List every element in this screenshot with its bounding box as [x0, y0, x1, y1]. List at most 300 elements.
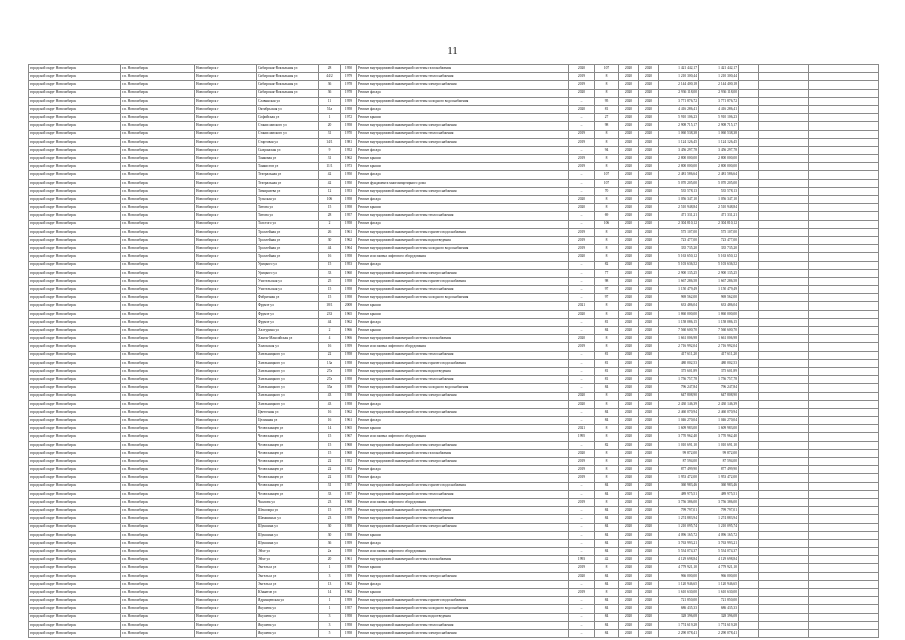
cell-empty	[759, 310, 809, 318]
cell-plan-start-year: 2020	[619, 359, 639, 367]
cell-empty	[759, 613, 809, 621]
cell-empty	[739, 122, 759, 130]
cell-build-year: 1958	[341, 400, 357, 408]
table-row	[29, 580, 879, 588]
cell-build-year: 1952	[341, 146, 357, 154]
cell-empty	[739, 441, 759, 449]
cell-municipality: городской округ Новосибирск	[29, 392, 121, 400]
cell-wear-percent: 8	[595, 392, 619, 400]
cell-street: Тимирязева ул	[257, 187, 319, 195]
cell-empty	[739, 466, 759, 474]
cell-wear-percent: 106	[595, 220, 619, 228]
cell-cost-fund: 1 274 883,94	[699, 515, 739, 523]
cell-settlement: г.п. Новосибирск	[121, 228, 195, 236]
cell-cost-fund: 2 800 000,00	[699, 163, 739, 171]
cell-municipality: городской округ Новосибирск	[29, 589, 121, 597]
cell-municipality: городской округ Новосибирск	[29, 204, 121, 212]
cell-work-type: Ремонт фасада	[357, 474, 569, 482]
cell-last-repair-year: 2019	[569, 343, 595, 351]
cell-municipality: городской округ Новосибирск	[29, 474, 121, 482]
cell-cost-fund: 2 936 118,00	[699, 89, 739, 97]
cell-cost-fund: 1 421 442,17	[699, 65, 739, 73]
table-row	[29, 376, 879, 384]
cell-cost-fund: 969 562,00	[699, 294, 739, 302]
cell-plan-start-year: 2020	[619, 548, 639, 556]
cell-last-repair-year: –	[569, 171, 595, 179]
cell-plan-end-year: 2020	[639, 449, 659, 457]
cell-settlement: г.п. Новосибирск	[121, 163, 195, 171]
cell-street: Халтурина ул	[257, 327, 319, 335]
cell-cost-total: 1 610 630,00	[659, 589, 699, 597]
cell-wear-percent: 8	[595, 458, 619, 466]
cell-cost-total: 4 416 286,41	[659, 105, 699, 113]
cell-locality: Новосибирск г	[195, 580, 257, 588]
cell-wear-percent: 8	[595, 425, 619, 433]
cell-empty	[809, 196, 879, 204]
cell-cost-fund: 686 435,33	[699, 605, 739, 613]
cell-build-year: 1958	[341, 105, 357, 113]
table-row	[29, 515, 879, 523]
cell-cost-total: 969 562,00	[659, 294, 699, 302]
cell-locality: Новосибирск г	[195, 105, 257, 113]
cell-last-repair-year: 2021	[569, 302, 595, 310]
cell-street: Танкистов ул	[257, 163, 319, 171]
cell-empty	[809, 433, 879, 441]
cell-build-year: 1957	[341, 605, 357, 613]
cell-wear-percent: 84	[595, 507, 619, 515]
cell-locality: Новосибирск г	[195, 310, 257, 318]
cell-plan-end-year: 2020	[639, 523, 659, 531]
cell-house-number: 22	[319, 351, 341, 359]
cell-work-type: Ремонт внутридомовой инженерной системы теплоснабжения	[357, 73, 569, 81]
cell-street: Энгельса ул	[257, 572, 319, 580]
cell-cost-total: 1 124 126,45	[659, 138, 699, 146]
cell-work-type: Ремонт внутридомовой инженерной системы горячего водоснабжения	[357, 228, 569, 236]
table-row	[29, 245, 879, 253]
cell-street: Сибирская-Вокзальная ул	[257, 89, 319, 97]
cell-cost-total: 2 430 146,39	[659, 400, 699, 408]
cell-locality: Новосибирск г	[195, 629, 257, 637]
cell-work-type: Ремонт внутридомовой инженерной системы теплоснабжения	[357, 212, 569, 220]
cell-municipality: городской округ Новосибирск	[29, 138, 121, 146]
cell-municipality: городской округ Новосибирск	[29, 73, 121, 81]
table-row	[29, 310, 879, 318]
cell-locality: Новосибирск г	[195, 498, 257, 506]
cell-build-year: 1981	[341, 138, 357, 146]
table-row	[29, 171, 879, 179]
cell-work-type: Ремонт внутридомовой инженерной системы электроснабжения	[357, 392, 569, 400]
cell-wear-percent: 81	[595, 367, 619, 375]
cell-locality: Новосибирск г	[195, 531, 257, 539]
cell-plan-end-year: 2020	[639, 564, 659, 572]
cell-empty	[809, 417, 879, 425]
cell-last-repair-year: –	[569, 114, 595, 122]
cell-work-type: Ремонт внутридомовой инженерной системы теплоснабжения	[357, 490, 569, 498]
cell-street: Октябрьская ул	[257, 105, 319, 113]
cell-empty	[809, 351, 879, 359]
cell-street: Ханты-Мансийская ул	[257, 335, 319, 343]
cell-house-number: 106	[319, 196, 341, 204]
cell-plan-end-year: 2020	[639, 236, 659, 244]
cell-house-number: 35а	[319, 384, 341, 392]
table-row	[29, 294, 879, 302]
cell-locality: Новосибирск г	[195, 130, 257, 138]
cell-street: Шукшина ул	[257, 539, 319, 547]
cell-cost-total: 4 129 698,84	[659, 556, 699, 564]
cell-wear-percent: 82	[595, 261, 619, 269]
cell-locality: Новосибирск г	[195, 376, 257, 384]
cell-last-repair-year: 2020	[569, 335, 595, 343]
cell-empty	[739, 351, 759, 359]
cell-cost-total: 2 144 400,18	[659, 81, 699, 89]
cell-last-repair-year: 2019	[569, 245, 595, 253]
cell-locality: Новосибирск г	[195, 114, 257, 122]
cell-wear-percent: 8	[595, 498, 619, 506]
cell-house-number: 36	[319, 89, 341, 97]
cell-plan-start-year: 2020	[619, 335, 639, 343]
cell-plan-end-year: 2020	[639, 65, 659, 73]
cell-locality: Новосибирск г	[195, 318, 257, 326]
cell-cost-fund: 4 096 165,72	[699, 531, 739, 539]
cell-plan-end-year: 2020	[639, 294, 659, 302]
cell-cost-fund: 335 735,20	[699, 245, 739, 253]
cell-street: Урицкого ул	[257, 261, 319, 269]
cell-settlement: г.п. Новосибирск	[121, 204, 195, 212]
cell-work-type: Ремонт внутридомовой инженерной системы газоснабжения	[357, 556, 569, 564]
cell-empty	[739, 433, 759, 441]
cell-cost-total: 99 872,00	[659, 449, 699, 457]
cell-plan-start-year: 2020	[619, 138, 639, 146]
cell-settlement: г.п. Новосибирск	[121, 621, 195, 629]
cell-house-number: 22	[319, 466, 341, 474]
cell-empty	[809, 179, 879, 187]
cell-street: Славянская ул	[257, 97, 319, 105]
cell-cost-total: 2 304 810,12	[659, 220, 699, 228]
cell-empty	[739, 589, 759, 597]
cell-plan-start-year: 2020	[619, 130, 639, 138]
cell-locality: Новосибирск г	[195, 212, 257, 220]
cell-house-number: 43	[319, 400, 341, 408]
cell-work-type: Ремонт фасада	[357, 220, 569, 228]
cell-empty	[759, 629, 809, 637]
cell-last-repair-year: –	[569, 359, 595, 367]
cell-empty	[809, 318, 879, 326]
cell-wear-percent: 84	[595, 621, 619, 629]
capital-repair-table	[28, 64, 879, 638]
table-row	[29, 548, 879, 556]
cell-empty	[759, 327, 809, 335]
cell-work-type: Ремонт крыши	[357, 425, 569, 433]
cell-work-type: Ремонт фасада	[357, 466, 569, 474]
cell-wear-percent: 8	[595, 253, 619, 261]
cell-build-year: 1962	[341, 236, 357, 244]
cell-house-number: 15	[319, 294, 341, 302]
cell-cost-total: 723 477,00	[659, 236, 699, 244]
cell-locality: Новосибирск г	[195, 245, 257, 253]
cell-house-number: 14	[319, 589, 341, 597]
cell-wear-percent: 8	[595, 130, 619, 138]
cell-empty	[739, 204, 759, 212]
cell-empty	[739, 97, 759, 105]
cell-cost-fund: 2 304 810,12	[699, 220, 739, 228]
cell-plan-end-year: 2020	[639, 212, 659, 220]
cell-last-repair-year: 2020	[569, 449, 595, 457]
cell-wear-percent: 8	[595, 474, 619, 482]
table-row	[29, 196, 879, 204]
cell-municipality: городской округ Новосибирск	[29, 564, 121, 572]
cell-empty	[759, 302, 809, 310]
cell-empty	[759, 400, 809, 408]
cell-plan-end-year: 2020	[639, 400, 659, 408]
cell-settlement: г.п. Новосибирск	[121, 539, 195, 547]
cell-empty	[759, 490, 809, 498]
cell-locality: Новосибирск г	[195, 572, 257, 580]
cell-municipality: городской округ Новосибирск	[29, 327, 121, 335]
cell-cost-fund: 2 800 000,00	[699, 155, 739, 163]
cell-wear-percent: 8	[595, 155, 619, 163]
cell-house-number: 15	[319, 433, 341, 441]
cell-street: Учительская ул	[257, 277, 319, 285]
cell-plan-end-year: 2020	[639, 490, 659, 498]
cell-build-year: 1979	[341, 73, 357, 81]
cell-empty	[809, 97, 879, 105]
cell-house-number: 36	[319, 539, 341, 547]
cell-cost-total: 2 908 715,17	[659, 122, 699, 130]
cell-house-number: 44	[319, 245, 341, 253]
cell-build-year: 1959	[341, 97, 357, 105]
cell-locality: Новосибирск г	[195, 65, 257, 73]
cell-plan-end-year: 2020	[639, 105, 659, 113]
cell-empty	[759, 105, 809, 113]
cell-build-year: 1965	[341, 310, 357, 318]
cell-municipality: городской округ Новосибирск	[29, 408, 121, 416]
table-row	[29, 408, 879, 416]
cell-street: Якушева ул	[257, 605, 319, 613]
cell-build-year: 1950	[341, 65, 357, 73]
cell-wear-percent: 82	[595, 441, 619, 449]
cell-last-repair-year: –	[569, 318, 595, 326]
cell-work-type: Ремонт внутридомовой инженерной системы водоотведения	[357, 236, 569, 244]
cell-empty	[809, 105, 879, 113]
cell-street: Титова ул	[257, 204, 319, 212]
cell-build-year: 1957	[341, 490, 357, 498]
cell-plan-start-year: 2020	[619, 433, 639, 441]
cell-street: Якушева ул	[257, 621, 319, 629]
cell-empty	[739, 417, 759, 425]
cell-empty	[809, 122, 879, 130]
cell-wear-percent: 8	[595, 81, 619, 89]
cell-work-type: Ремонт крыши	[357, 114, 569, 122]
cell-wear-percent: 77	[595, 269, 619, 277]
cell-wear-percent: 84	[595, 605, 619, 613]
cell-plan-start-year: 2020	[619, 81, 639, 89]
cell-empty	[759, 155, 809, 163]
cell-cost-total: 2 460 070,94	[659, 408, 699, 416]
cell-build-year: 1962	[341, 580, 357, 588]
table-row	[29, 351, 879, 359]
table-row	[29, 187, 879, 195]
cell-plan-start-year: 2020	[619, 155, 639, 163]
cell-empty	[739, 482, 759, 490]
cell-street: Юннатов ул	[257, 589, 319, 597]
cell-locality: Новосибирск г	[195, 482, 257, 490]
cell-plan-start-year: 2020	[619, 65, 639, 73]
cell-locality: Новосибирск г	[195, 417, 257, 425]
cell-plan-start-year: 2020	[619, 327, 639, 335]
cell-house-number: 15	[319, 449, 341, 457]
cell-house-number: 51а	[319, 105, 341, 113]
cell-locality: Новосибирск г	[195, 359, 257, 367]
cell-work-type: Ремонт внутридомовой инженерной системы электроснабжения	[357, 441, 569, 449]
cell-last-repair-year: –	[569, 212, 595, 220]
cell-cost-total: 375 601,89	[659, 367, 699, 375]
cell-last-repair-year: –	[569, 621, 595, 629]
cell-locality: Новосибирск г	[195, 507, 257, 515]
cell-plan-end-year: 2020	[639, 507, 659, 515]
cell-last-repair-year: 2019	[569, 498, 595, 506]
cell-locality: Новосибирск г	[195, 458, 257, 466]
cell-empty	[759, 408, 809, 416]
cell-cost-total: 2 716 992,04	[659, 343, 699, 351]
cell-house-number: 31	[319, 130, 341, 138]
cell-plan-start-year: 2020	[619, 441, 639, 449]
cell-last-repair-year: 2019	[569, 130, 595, 138]
cell-house-number: 42	[319, 179, 341, 187]
cell-plan-end-year: 2020	[639, 138, 659, 146]
table-row	[29, 449, 879, 457]
cell-municipality: городской округ Новосибирск	[29, 310, 121, 318]
cell-plan-end-year: 2020	[639, 286, 659, 294]
cell-last-repair-year: –	[569, 507, 595, 515]
cell-municipality: городской округ Новосибирск	[29, 490, 121, 498]
cell-cost-fund: 489 975,51	[699, 490, 739, 498]
cell-cost-total: 647 808,90	[659, 392, 699, 400]
cell-settlement: г.п. Новосибирск	[121, 507, 195, 515]
cell-empty	[809, 261, 879, 269]
table-body	[29, 65, 879, 638]
cell-municipality: городской округ Новосибирск	[29, 294, 121, 302]
cell-cost-fund: 5 163 650,12	[699, 253, 739, 261]
cell-work-type: Ремонт внутридомовой инженерной системы электроснабжения	[357, 458, 569, 466]
cell-municipality: городской округ Новосибирск	[29, 179, 121, 187]
cell-cost-fund: 2 144 400,18	[699, 81, 739, 89]
cell-street: Троллейная ул	[257, 228, 319, 236]
cell-municipality: городской округ Новосибирск	[29, 621, 121, 629]
cell-empty	[809, 286, 879, 294]
cell-empty	[759, 81, 809, 89]
cell-build-year: 1959	[341, 343, 357, 351]
cell-wear-percent: 8	[595, 196, 619, 204]
cell-empty	[759, 318, 809, 326]
cell-last-repair-year: 2020	[569, 253, 595, 261]
cell-street: Театральная ул	[257, 179, 319, 187]
table-row	[29, 474, 879, 482]
cell-locality: Новосибирск г	[195, 621, 257, 629]
cell-work-type: Ремонт фасада	[357, 417, 569, 425]
cell-cost-total: 5 070 205,00	[659, 179, 699, 187]
cell-plan-end-year: 2020	[639, 458, 659, 466]
cell-work-type: Ремонт внутридомовой инженерной системы горячего водоснабжения	[357, 359, 569, 367]
cell-plan-end-year: 2020	[639, 310, 659, 318]
cell-plan-start-year: 2020	[619, 564, 639, 572]
cell-build-year: 1978	[341, 81, 357, 89]
cell-house-number: 3	[319, 572, 341, 580]
cell-cost-total: 799 797,01	[659, 507, 699, 515]
table-row	[29, 367, 879, 375]
cell-cost-fund: 647 808,90	[699, 392, 739, 400]
cell-municipality: городской округ Новосибирск	[29, 105, 121, 113]
cell-empty	[809, 621, 879, 629]
cell-plan-start-year: 2020	[619, 417, 639, 425]
cell-work-type: Ремонт фасада	[357, 105, 569, 113]
cell-empty	[759, 187, 809, 195]
cell-plan-end-year: 2020	[639, 589, 659, 597]
cell-plan-end-year: 2020	[639, 269, 659, 277]
cell-municipality: городской округ Новосибирск	[29, 359, 121, 367]
cell-plan-end-year: 2020	[639, 171, 659, 179]
cell-wear-percent: 84	[595, 629, 619, 637]
cell-empty	[759, 392, 809, 400]
cell-last-repair-year: 2019	[569, 163, 595, 171]
cell-cost-total: 1 860 000,00	[659, 310, 699, 318]
cell-plan-start-year: 2020	[619, 605, 639, 613]
cell-plan-start-year: 2020	[619, 589, 639, 597]
cell-municipality: городской округ Новосибирск	[29, 433, 121, 441]
cell-last-repair-year: 2020	[569, 400, 595, 408]
cell-municipality: городской округ Новосибирск	[29, 269, 121, 277]
cell-wear-percent: 84	[595, 515, 619, 523]
cell-work-type: Ремонт фасада	[357, 196, 569, 204]
cell-street: Театральная ул	[257, 171, 319, 179]
cell-build-year: 1962	[341, 318, 357, 326]
cell-empty	[739, 400, 759, 408]
cell-plan-start-year: 2020	[619, 466, 639, 474]
cell-empty	[739, 556, 759, 564]
cell-empty	[739, 359, 759, 367]
cell-cost-total: 5 163 650,12	[659, 253, 699, 261]
cell-build-year: 1960	[341, 498, 357, 506]
cell-settlement: г.п. Новосибирск	[121, 114, 195, 122]
cell-locality: Новосибирск г	[195, 155, 257, 163]
cell-cost-fund: 1 860 000,00	[699, 310, 739, 318]
cell-house-number: 15	[319, 204, 341, 212]
cell-build-year: 1966	[341, 327, 357, 335]
cell-locality: Новосибирск г	[195, 228, 257, 236]
cell-cost-total: 1 274 883,94	[659, 515, 699, 523]
cell-locality: Новосибирск г	[195, 392, 257, 400]
cell-municipality: городской округ Новосибирск	[29, 466, 121, 474]
cell-locality: Новосибирск г	[195, 187, 257, 195]
cell-plan-end-year: 2020	[639, 277, 659, 285]
cell-last-repair-year: 2020	[569, 105, 595, 113]
cell-empty	[739, 539, 759, 547]
cell-house-number: 27а	[319, 376, 341, 384]
cell-locality: Новосибирск г	[195, 196, 257, 204]
cell-settlement: г.п. Новосибирск	[121, 245, 195, 253]
cell-empty	[739, 105, 759, 113]
cell-cost-total: 328 396,08	[659, 613, 699, 621]
cell-empty	[739, 449, 759, 457]
cell-empty	[809, 498, 879, 506]
cell-cost-fund: 1 158 086,15	[699, 318, 739, 326]
cell-municipality: городской округ Новосибирск	[29, 515, 121, 523]
cell-plan-start-year: 2020	[619, 474, 639, 482]
cell-locality: Новосибирск г	[195, 343, 257, 351]
cell-empty	[759, 163, 809, 171]
cell-empty	[759, 523, 809, 531]
cell-cost-total: 2 800 000,00	[659, 163, 699, 171]
cell-municipality: городской округ Новосибирск	[29, 580, 121, 588]
